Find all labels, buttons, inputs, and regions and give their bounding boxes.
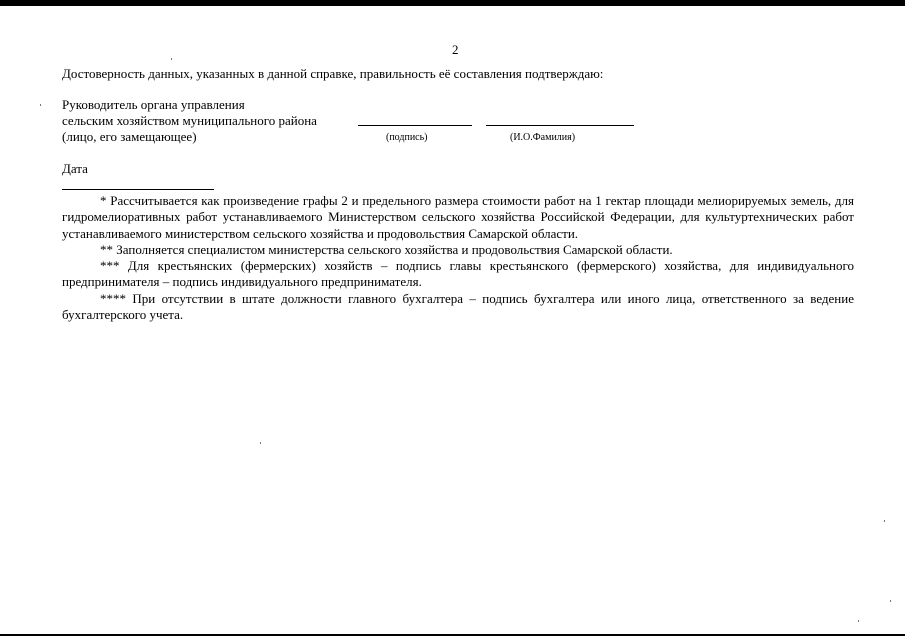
footnote-3-text: *** Для крестьянских (фермерских) хозяйств – подпись главы крестьянского (фермерского) хозяйства, для индивидуального предпринимателя – подпись индивидуального предпринимателя.	[62, 258, 854, 290]
certification-text: Достоверность данных, указанных в данной справке, правильность её составления подтверждаю:	[62, 66, 604, 81]
date-label: Дата	[62, 161, 88, 176]
footnote-3	[62, 258, 854, 291]
scan-speck	[890, 600, 891, 602]
footnote-4-text: **** При отсутствии в штате должности главного бухгалтера – подпись бухгалтера или иного лица, ответственного за ведение бухгалтерского учета.	[62, 291, 854, 323]
footnote-rule	[62, 189, 214, 190]
signer-title-line-2: сельским хозяйством муниципального района	[62, 113, 317, 128]
footnote-2-text: ** Заполняется специалистом министерства сельского хозяйства и продовольствия Самарской области.	[100, 242, 673, 257]
scan-speck	[858, 620, 859, 622]
signer-title-line-3: (лицо, его замещающее)	[62, 129, 197, 144]
name-line	[486, 125, 634, 126]
signature-caption: (подпись)	[386, 132, 428, 143]
scan-speck	[884, 520, 885, 522]
page-number: 2	[452, 42, 459, 57]
name-caption: (И.О.Фамилия)	[510, 132, 576, 143]
scan-speck	[260, 442, 261, 444]
signature-line	[358, 125, 472, 126]
scan-edge-bottom	[0, 634, 905, 636]
footnote-1-text: * Рассчитывается как произведение графы 2 и предельного размера стоимости работ на 1 гектар площади мелиорируемых земель, для гидромелиоративных работ устанавливаемого Министерством сельского хозяйства Российской Федерации, для культуртехнических работ устанавливаемого министерством сельского хозяйства и продовольствия Самарской области.	[62, 193, 854, 241]
scan-edge-top	[0, 0, 905, 6]
footnote-1	[62, 193, 854, 242]
scan-speck	[40, 104, 41, 106]
signer-title-line-1: Руководитель органа управления	[62, 97, 245, 112]
scan-speck	[171, 58, 172, 60]
footnote-2	[62, 242, 854, 258]
footnote-4	[62, 291, 854, 324]
